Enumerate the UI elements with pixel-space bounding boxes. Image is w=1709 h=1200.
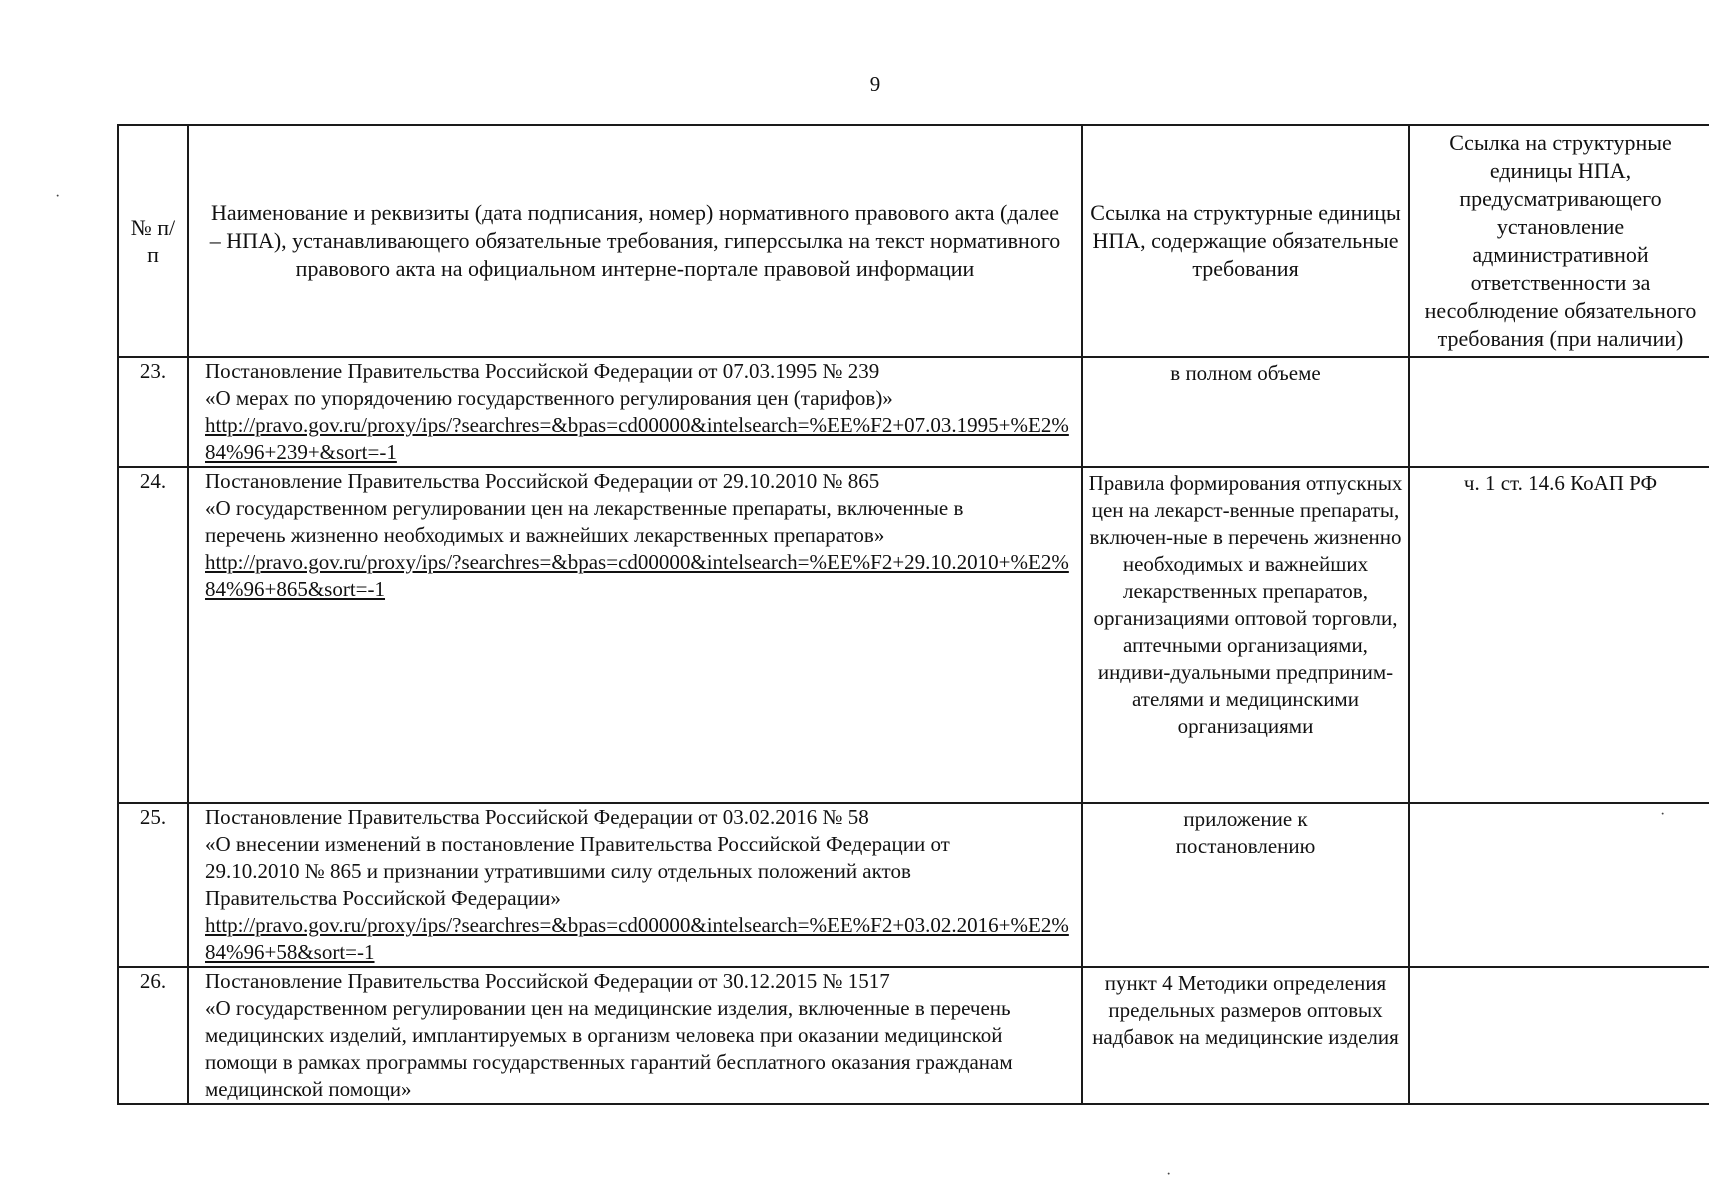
scan-speck: · [1660,806,1666,823]
requirement-reference: пункт 4 Методики определения предельных размеров оптовых надбавок на медицинские изделия [1082,967,1409,1104]
table-row [118,467,1709,803]
act-requisites: Постановление Правительства Российской Федерации от 30.12.2015 № 1517 [205,969,890,993]
liability-reference [1409,967,1709,1104]
row-number: 24. [118,467,188,803]
header-number: № п/п [118,125,188,357]
act-title: «О внесении изменений в постановление Правительства Российской Федерации от 29.10.2010 № 865 и признании утратившими силу отдельных положений актов Правительства Российской Федерации» [205,832,950,910]
header-liability-reference: Ссылка на структурные единицы НПА, предусматривающего установление административной ответственности за несоблюдение обязательного требования (при наличии) [1409,125,1709,357]
act-hyperlink[interactable]: http://pravo.gov.ru/proxy/ips/?searchres=&bpas=cd00000&intelsearch=%EE%F2+03.02.2016+%E2%84%96+58&sort=-1 [205,913,1069,964]
act-cell [188,357,1082,467]
row-number: 25. [118,803,188,967]
scan-speck: · [1166,1166,1172,1183]
act-title: «О государственном регулировании цен на лекарственные препараты, включенные в перечень жизненно необходимых и важнейших лекарственных препаратов» [205,496,964,547]
requirement-reference: в полном объеме [1082,357,1409,467]
liability-reference: ч. 1 ст. 14.6 КоАП РФ [1409,467,1709,803]
liability-reference [1409,803,1709,967]
act-cell [188,803,1082,967]
row-number: 26. [118,967,188,1104]
requirement-reference: Правила формирования отпускных цен на лекарст-венные препараты, включен-ные в перечень жизненно необходимых и важнейших лекарственных препаратов, организациями оптовой торговли, аптечными организациями, индиви-дуальными предприним-ателями и медицинскими организациями [1082,467,1409,803]
act-hyperlink[interactable]: http://pravo.gov.ru/proxy/ips/?searchres=&bpas=cd00000&intelsearch=%EE%F2+07.03.1995+%E2%84%96+239+&sort=-1 [205,413,1069,464]
header-act-name: Наименование и реквизиты (дата подписания, номер) нормативного правового акта (далее – НПА), устанавливающего обязательные требования, гиперссылка на текст нормативного правового акта на официальном интерне-портале правовой информации [188,125,1082,357]
requirements-table [117,124,1709,1105]
liability-reference [1409,357,1709,467]
act-hyperlink[interactable]: http://pravo.gov.ru/proxy/ips/?searchres=&bpas=cd00000&intelsearch=%EE%F2+29.10.2010+%E2%84%96+865&sort=-1 [205,550,1069,601]
table-row [118,357,1709,467]
scan-speck: · [55,188,61,205]
requirement-reference: приложение к постановлению [1082,803,1409,967]
act-cell [188,467,1082,803]
act-requisites: Постановление Правительства Российской Федерации от 03.02.2016 № 58 [205,805,869,829]
row-number: 23. [118,357,188,467]
header-requirement-reference: Ссылка на структурные единицы НПА, содержащие обязательные требования [1082,125,1409,357]
act-requisites: Постановление Правительства Российской Федерации от 07.03.1995 № 239 [205,359,880,383]
table-row [118,967,1709,1104]
table-row [118,803,1709,967]
act-requisites: Постановление Правительства Российской Федерации от 29.10.2010 № 865 [205,469,880,493]
act-title: «О государственном регулировании цен на медицинские изделия, включенные в перечень медицинских изделий, имплантируемых в организм человека при оказании медицинской помощи в рамках программы государственных гарантий бесплатного оказания гражданам медицинской помощи» [205,996,1013,1101]
table-header-row [118,125,1709,357]
act-cell [188,967,1082,1104]
page-number: 9 [869,72,881,96]
act-title: «О мерах по упорядочению государственного регулирования цен (тарифов)» [205,386,893,410]
